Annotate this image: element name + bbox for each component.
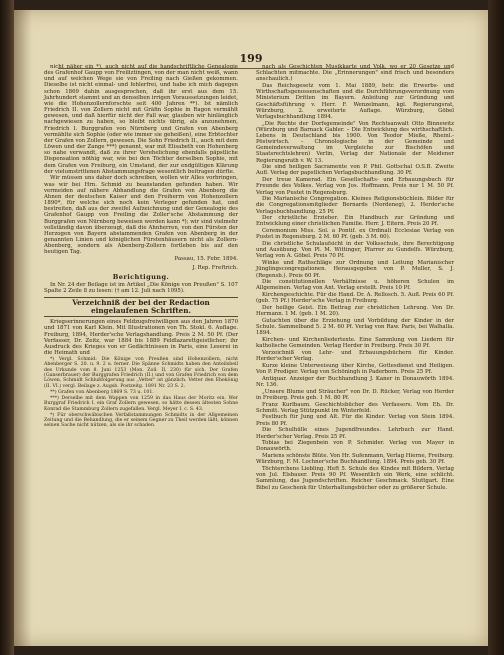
correction-heading: Berichtigung. bbox=[112, 272, 170, 281]
book-entry: Tobias bei Ziegenbein von P. Schmider. Verlag von Mayer in Donauwörth. bbox=[256, 440, 454, 453]
left-paragraph-2: Wir müssen uns daher doch schreiben, wollen wir Alles vorbringen, was wir bei Hrn. Schmid zu beanstanden gefunden haben. Wir vermeiden auf nähere Abhandlung die Grafen von Abenberg die Ahnen der deutschen Kaiser und den Freiherrn von Hohenzollern 1890*, für welche sich noch kein Verleger gefunden hat, und bestreiten, daß aus der zweifel Aufzeichnung und der Genealogie des Grafenhof Gaupp von Freiling die Zoller'sche Abstammung der Burggrafen von Nürnberg beweisen werden kann *); wir sind vielmehr vollständig davon überzeugt, daß die Ahnherren, von den Fürsten der Herzogen von Bayern abstammenden Grafen von Abenberg in der genannten Linien und königlichen Fürstenhäusern nicht als Zollern-Abenberg, sondern als Abenberg-Zollern fortleben bis auf den heutigen Tag. bbox=[44, 175, 238, 256]
page-gutter-shadow bbox=[14, 10, 32, 646]
book-entry: Mariens schönste Blüte. Von Hr. Sufenmann, Verlag Hierne, Freiburg. Würzburg, F. M. Lochner'sche Buchhandlung. 1894. Preis geb. 30 Pf. bbox=[256, 453, 454, 466]
book-entry: Gutachten über die Erziehung und Vorbildung der Kinder in der Schule. Sammelband 5. 2 M. 60 Pf. Verlag von Raw. Paris, bei Walhalla. 1894. bbox=[256, 317, 454, 337]
book-entry: Verzeichniß von Lehr- und Erbauungsbüchern für Kinder. Herder'scher Verlag. bbox=[256, 349, 454, 363]
dateline: Passau, 15. Febr. 1894. bbox=[174, 256, 238, 263]
book-spine bbox=[0, 0, 14, 655]
book-entry: Festbuch für Jung und Alt. Für die Kinder. Verlag von Stein 1894. Preis 80 Pf. bbox=[256, 414, 454, 427]
book-entry: Die sind heiligen Sacramente von P. Phil. Gottschal O.S.B. Zweite Aufl. Verlag der papstlichen Verlagsbuchhandlung. 30 Pf. bbox=[256, 164, 454, 177]
footnote-2: **) Grafen von Abenberg 1869 S. 73 u. 101. bbox=[50, 389, 154, 395]
book-entry: Die Schulhülle eines Jugendfreundes. Lehrbuch zur Hand. Herder'scher Verlag. Preis 25 Pf. bbox=[256, 427, 454, 440]
book-entry: Töchterchens Liebling. Heft 5. Schule des Kindes mit Bildern. Verlag von Jul. Elsbauer. Preis 90 Pf. Wesentlich ein Werk, eine schlicht. Sammlung, das Jugendschriften. Reicher Geschmack. Stuttgart. Eine Bibel zu Geschenk für Unterhaltungsbücher oder zu größerer Schule. bbox=[256, 466, 454, 491]
section-heading: Verzeichniß der bei der Redaction eingelaufenen Schriften. bbox=[44, 297, 238, 317]
book-entry: Die Marianische Congregation. Kleines Religionsbüchlein. Bilder für die Congregationsmitglieder Bernards (Nordeneg), 2. Herder'sche Verlagsbuchhandlung. 25 Pf. bbox=[256, 196, 454, 215]
page-number: 199 bbox=[239, 52, 263, 65]
book-entry: Kirchengeschichte. Für die Hand. Dr. A. Rellosch. 5. Aufl. Preis 60 Pf. (geb. 75 Pf.) Herder'sche Verlag in Freiburg. bbox=[256, 292, 454, 305]
listing-entry: Kriegserinnerungen eines Feldzugsfreiwilligen aus den Jahren 1870 und 1871 von Karl Klein. Mit Illustrationen von Th. Stokl. 6. Auflage. Freiburg, 1894, Herder'sche Verlagshandlung. Preis 2 M. 50 Pf. (Der Verfasser, Dr. Zeitz, war 1884 bis 1889 Feldlazarettgeistlicher; ihr Ausdruck des Krieges von er Gedächtnissen in Paris, eine Leserei in die Heimath und bbox=[44, 319, 238, 357]
author-signature: J. Rep. Freftrich. bbox=[192, 264, 238, 271]
book-entry: Kirchen- und Kirchenliedertexte. Eine Sammlung von Liedern für katholische Gemeinden. Verlag Herder in Freiburg. Preis 30 Pf. bbox=[256, 337, 454, 350]
right-column bbox=[256, 64, 454, 491]
book-entry: Die constitutionellen Verhältnisse u. höheren Schulen im Allgemeinen. Verlag von Ant. Verlag erstellt. Preis 10 Pf. bbox=[256, 279, 454, 292]
footnote-3: ***) Derselbe mit dem Wappen von 1259 in das Haus der Moritz ein. Wer Burggraf Friedrich I. ein Graf Zollern gewesen, so hätte dessen ältesten Sohne Konrad die Stammburg Zollern zugefallen. Vergl. Meyer I. c. S. 43. bbox=[44, 395, 238, 412]
book-entry: „Unsere Blume und Sträucher" von Dr. D. Rücker, Verlag von Herder in Freiburg. Preis geb. 1 M. 80 Pf. bbox=[256, 388, 454, 401]
book-entry: Die christliche Schulaufsicht in der Volksschule, ihre Berechtigung und Ausübung. Von Pl. M. Wittinger, Pfarrer zu Gundelfs. Würzburg, Verlag von A. Göbel. Preis 70 Pf. bbox=[256, 241, 454, 260]
left-paragraph-1: nicht näher ein *), auch nicht auf die handschriftliche Genealogie des Grafenhof Gaupp von Freiliztingen, von der man nicht weiß, wann und auf welchen Wege sie von Freiling nach Gießen gekommen. Dieselbe ist nicht einmal- und fehlerfrei, und habe ich mich dagegen schon 1869 dahin ausgesprochen, daß ihr erst aus dem 15. Jahrhundert stammt und an denselben irrigen Voraussetzungen leidet, wie die Hohenzollernforschte seit 400 Jahren **). Ist nämlich Friedrich II. von Zollern nicht mit Gräfin Sophie in Ragon vermählt gewesen, und daß hierfür nicht der Fall war, glauben wir hinlänglich nachgewiesen zu haben, so bleibt nichts übrig, als anzunehmen, Friedrich I. Burggrafen von Nürnberg und Grafen von Abenberg vermählte sich Sophie (oder wie immer sie geheißen), eine Erbtochter der Grafen von Zollern, gewesen. Die Sohn Friedrich II., auch mit dem Löwen und der Zange ***) genannt, war mit Elisabeth von Hohenberg so nahe verwandt, daß zu ihrer Verehelichung ebenfalls päpstliche Dispensation nöthig war, wie bei den Töchter derselben Sophie, mit dem Grafen von Freiburg, ein Umstand, der zur endgültigen Klärung der vielumstrittenen Abstammungsfrage wesentlich beitragen dürfte. bbox=[44, 64, 238, 175]
left-column bbox=[44, 64, 238, 429]
book-entry: Winke und Rathschläge zur Ordnung und Leitung Marianischer Jünglingscongregationen. Herausgegeben von P. Muller, S. J. (Regensb.). Preis 60 Pf. bbox=[256, 260, 454, 279]
book-entry: „Die Rechte der Dorfsgemeinde" Von Rechtsanwalt Otto Binnewitz (Würzburg und Barnack Gabler. – Die Entwicklung des wirthschaftlich. Lebens in Deutschland bis 1900. Von Teodor Mieße, Rheinl.-Pöstwirtsch. – Chronologische in der Gemeinde und Gemeindeverwaltung im Vergleiche zur Bischöfen und Staatsrechtslehren) Verlin, Verlag der Nationale der Meidener Regierungsrath v. W. 13. bbox=[256, 120, 454, 164]
book-entry: nach als Geschichten Musikkarte und Volk, wo er 20 Gesetze und Schlachten mitmachte. Die „Erinnerungen" sind frisch und besonders anschaulich.) bbox=[256, 64, 454, 83]
book-entry: Das Reichsgesetz vom 1. Mai 1889, betr. die Erwerbs- und Wirthschaftsgenossenschaften und die Durchführungsverordnung vom Ministerium Dritten im Bayern. Anleitung zur Gründung und Geschäftsführung v. Herr. F. Wenzelmann, kgl. Regierungsrat, Würzburg, 2. erweiterte Auflage. Würzburg, Göbel Verlagsbuchhandlung 1894. bbox=[256, 83, 454, 120]
book-entry: Kurze kleine Unterweisung über Kirche, Gottesdienst und Heiligen. Von P. Prediger. Verlag von Schöningh in Paderborn. Preis 25 Pf. bbox=[256, 362, 454, 375]
book-edge bbox=[488, 0, 504, 655]
book-entry: Der treue Kamerad. Ein Gesellschafts- und Erbauungsbuch für Freunde des Volkes. Verlag von Jos. Hoffmann. Preis nur 1 M. 50 Pf. Verlag von Pustet in Regensburg. bbox=[256, 177, 454, 196]
book-entry: Der christliche Erzieher. Ein Handbuch zur Gründung und Entwicklung einer christlichen Familie. Herr. J. Eitern. Preis 20 Pf. bbox=[256, 215, 454, 228]
footnote-4: *) Für oberschwäbischen Verfaßstammungen Schmidts in der Allgemeinen Zeitung und die Behandlung, die er seinem Gegner zu Theil werden läßt, können seinen Sache nicht nützen, als sie ihr schaden. bbox=[44, 412, 238, 429]
book-entry: Antiquar. Anzeiger der Buchhandlung J. Kaner in Donauwörth 1894. Nr. 136. bbox=[256, 375, 454, 388]
book-entry: Ceremonium Miss. Sol. a Pontif. ex Ordinali Ecclesiae Verlag von Pustet in Regensburg. 2 M. 60 Pf. (geb. 3 M. 60). bbox=[256, 228, 454, 241]
footnote-1: *) Vergl. Schmid: Die Könige von Preußen sind Hohenzollern, nicht Abenberger S. 20. u. 9. 2 u. ferner. Die Spänne Schmidts haben den Anteilsbeil des Urkunde vom 8. Juni 1253 (Mon. Zoll. II, 230) für sich. Der Grafen (Ganserbrauer) der Burggrafen Friedrich (II.) und von Grafen Friedrich von dem Löwen, Schmidt Schlußfolgerung aus „Vetter" ist gänzlich. Vetter den Ehekönig (II. VI.) vergl. Beilage z. Augsb. Postzeitg. 1891 Nr. 23 S. 2. bbox=[44, 356, 238, 389]
book-entry: Franz Kurlbaum. Geschichtsbücher des Verfassers. Vom Eh. Dr. Schmitt. Verlag Stützpunkt im Winterfeld. bbox=[256, 401, 454, 414]
correction-text: In Nr. 24 der Beilage ist im Artikel „Die Könige von Preußen" S. 107 Spalte 2 Zeile 8 zu lesen: († am 12. Juli nach 1095). bbox=[44, 281, 238, 295]
book-entry: Der heilige Geist. Ein Beitrag zur christlichen Lehrung. Von Dr. Hermann. 1 M. (geb. 1 M. 20). bbox=[256, 305, 454, 318]
